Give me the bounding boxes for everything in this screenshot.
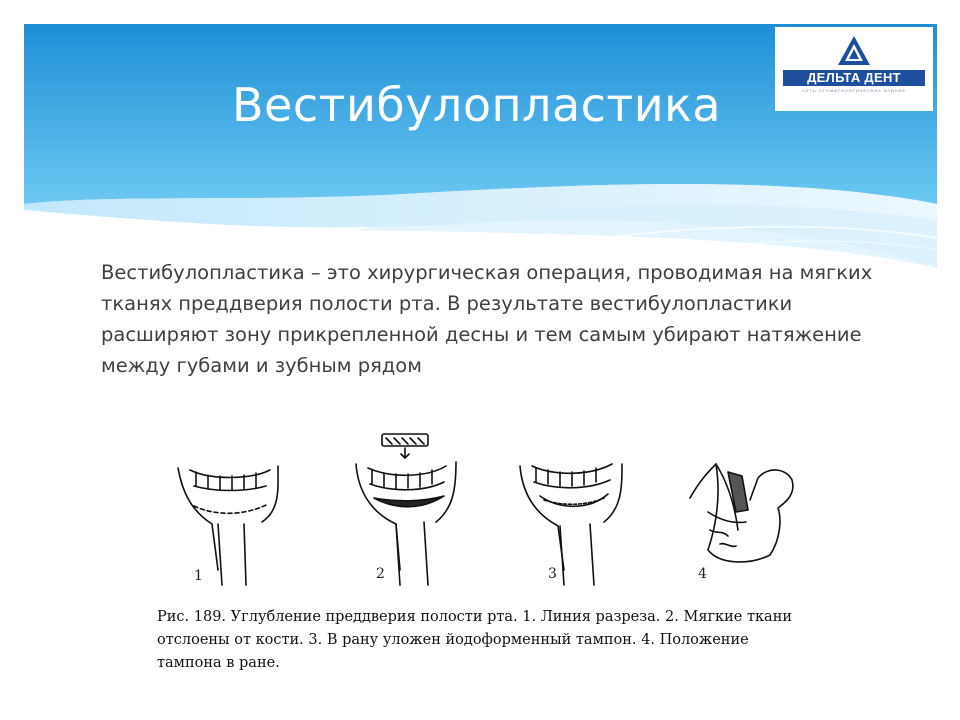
definition-text: Вестибулопластика – это хирургическая операция, проводимая на мягких тканях преддверия полости рта. В результате вестибулопластики расширяют зону прикрепленной десны и тем самым убирают натяжение между губами и зубным рядом: [101, 261, 873, 377]
vestibuloplasty-figure: [160, 420, 800, 595]
delta-triangle-icon: [837, 35, 871, 67]
panel-3-label: 3: [548, 566, 557, 582]
panel-4-label: 4: [698, 566, 707, 582]
logo-name: ДЕЛЬТА ДЕНТ: [783, 70, 925, 86]
panel-3-drawing: [520, 464, 622, 585]
panel-4-drawing: [690, 464, 793, 562]
figure-drawings: [160, 420, 800, 595]
logo-tagline: СЕТЬ СТОМАТОЛОГИЧЕСКИХ КЛИНИК: [802, 88, 906, 93]
panel-1-drawing: [178, 466, 278, 585]
figure-caption: Рис. 189. Углубление преддверия полости рта. 1. Линия разреза. 2. Мягкие ткани отслоены от кости. 3. В рану уложен йодоформенный тампон. 4. Положение тампона в ране.: [157, 609, 793, 671]
panel-2-label: 2: [376, 566, 385, 582]
panel-2-drawing: [356, 434, 456, 585]
slide-title: Вестибулопластика: [232, 78, 722, 132]
delta-dent-logo: [775, 27, 933, 111]
panel-1-label: 1: [194, 568, 203, 584]
